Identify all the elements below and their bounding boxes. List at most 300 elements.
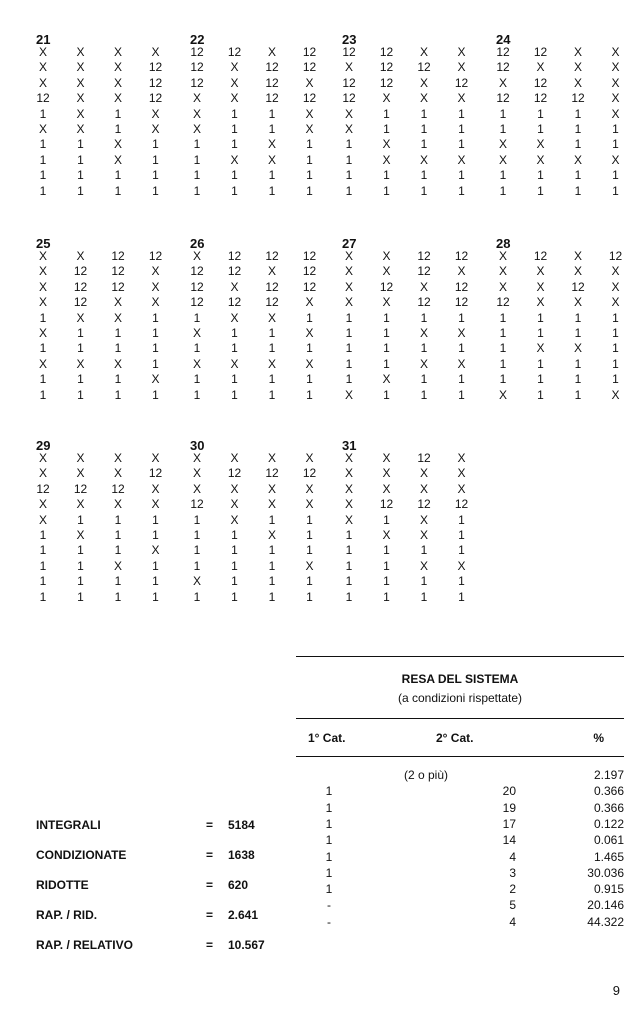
grid-cell: X xyxy=(498,264,507,279)
grid-cell: 1 xyxy=(612,326,619,340)
grid-cell: 12 xyxy=(533,91,548,106)
grid-cell: 12 xyxy=(302,45,317,59)
grid-cell: 12 xyxy=(148,91,163,106)
table-rule xyxy=(296,756,624,757)
grid-cell: 1 xyxy=(39,543,47,558)
grid-cell: 1 xyxy=(537,122,544,136)
grid-cell: 12 xyxy=(302,91,317,106)
grid-cell: X xyxy=(151,279,160,294)
percent-cell: 0.915 xyxy=(593,882,624,897)
grid-cell: 1 xyxy=(306,543,313,558)
grid-cell: 1 xyxy=(39,528,47,542)
grid-cell: 1 xyxy=(306,574,313,589)
grid-cell: 12 xyxy=(36,481,50,496)
cat2-cell: 5 xyxy=(509,898,516,913)
grid-cell: X xyxy=(573,249,582,263)
grid-cell: 12 xyxy=(454,497,469,512)
grid-cell: X xyxy=(611,106,620,121)
grid-cell: 1 xyxy=(612,341,619,356)
grid-cell: 1 xyxy=(306,387,313,402)
grid-cell: 12 xyxy=(302,60,317,75)
resa-row xyxy=(296,915,624,931)
grid-cell: 12 xyxy=(417,451,431,465)
grid-cell: 1 xyxy=(345,183,353,198)
grid-cell: X xyxy=(192,122,201,136)
resa-title: RESA DEL SISTEMA xyxy=(401,672,519,686)
grid-cell: 12 xyxy=(265,75,279,90)
header-percent: % xyxy=(593,731,604,745)
grid-cell: X xyxy=(38,122,47,136)
grid-cell: 1 xyxy=(193,152,201,167)
grid-cell: X xyxy=(38,264,47,279)
grid-cell: 1 xyxy=(345,574,353,589)
grid-cell: 1 xyxy=(114,512,122,527)
grid-cell: 1 xyxy=(345,543,353,558)
grid-cell: 1 xyxy=(537,106,544,121)
resa-row xyxy=(296,833,624,849)
grid-cell: 1 xyxy=(39,574,47,589)
grid-cell: 1 xyxy=(420,387,428,402)
grid-cell: 1 xyxy=(458,528,465,542)
grid-cell: 1 xyxy=(383,106,390,121)
grid-cell: 1 xyxy=(114,589,122,604)
resa-row xyxy=(296,801,624,817)
cat1-cell: 1 xyxy=(325,865,333,880)
grid-cell: 12 xyxy=(73,481,88,496)
grid-cell: X xyxy=(38,466,47,481)
grid-cell: 1 xyxy=(77,543,84,558)
grid-cell: X xyxy=(151,481,160,496)
grid-cell: 1 xyxy=(420,122,428,136)
grid-cell: X xyxy=(498,75,507,90)
grid-cell: 1 xyxy=(39,558,47,573)
grid-cell: X xyxy=(113,137,122,152)
grid-cell: X xyxy=(305,106,314,121)
grid-cell: 1 xyxy=(231,372,238,387)
grid-cell: 12 xyxy=(111,481,125,496)
grid-cell: X xyxy=(536,279,545,294)
grid-cell: 12 xyxy=(496,60,510,75)
grid-cell: X xyxy=(344,295,353,310)
grid-cell: 1 xyxy=(152,137,159,152)
grid-cell: X xyxy=(611,91,620,106)
grid-cell: X xyxy=(76,45,85,59)
grid-cell: 12 xyxy=(265,60,279,75)
grid-cell: 1 xyxy=(77,326,84,340)
grid-cell: 12 xyxy=(417,295,431,310)
resa-row xyxy=(296,817,624,833)
stat-label: RIDOTTE xyxy=(36,878,89,892)
grid-cell: 1 xyxy=(458,310,465,325)
grid-cell: 12 xyxy=(190,45,204,59)
grid-cell: 12 xyxy=(454,279,469,294)
grid-cell: X xyxy=(151,543,160,558)
grid-cell: X xyxy=(419,356,428,371)
grid-cell: X xyxy=(192,249,201,263)
grid-cell: X xyxy=(382,91,391,106)
grid-cell: X xyxy=(38,45,47,59)
grid-cell: X xyxy=(38,326,47,340)
grid-cell: 1 xyxy=(268,387,276,402)
grid-cell: 1 xyxy=(537,310,544,325)
grid-cell: X xyxy=(536,152,545,167)
cat1-cell: - xyxy=(327,914,331,929)
grid-cell: 1 xyxy=(420,106,428,121)
grid-cell: 1 xyxy=(612,372,619,387)
grid-cell: X xyxy=(113,60,122,75)
grid-cell: 1 xyxy=(345,528,353,542)
grid-cell: X xyxy=(113,295,122,310)
grid-cell: X xyxy=(344,451,353,465)
grid-cell: 12 xyxy=(111,279,125,294)
grid-cell: X xyxy=(230,279,239,294)
grid-cell: 1 xyxy=(383,589,390,604)
grid-cell: 1 xyxy=(306,152,313,167)
grid-cell: 1 xyxy=(345,168,353,183)
grid-cell: 12 xyxy=(111,264,125,279)
grid-cell: X xyxy=(344,249,353,263)
grid-cell: 12 xyxy=(454,75,469,90)
grid-cell: 12 xyxy=(342,75,356,90)
grid-cell: 12 xyxy=(571,279,585,294)
grid-cell: 1 xyxy=(458,387,465,402)
grid-cell: 1 xyxy=(268,341,276,356)
grid-cell: 1 xyxy=(114,528,122,542)
grid-cell: 1 xyxy=(458,341,465,356)
grid-cell: X xyxy=(419,512,428,527)
grid-cell: X xyxy=(457,481,466,496)
grid-cell: 12 xyxy=(190,75,204,90)
grid-cell: 1 xyxy=(231,341,238,356)
grid-cell: 1 xyxy=(77,168,84,183)
grid-cell: X xyxy=(457,451,466,465)
grid-cell: X xyxy=(230,60,239,75)
grid-cell: X xyxy=(611,264,620,279)
cat1-cell: 1 xyxy=(325,784,333,799)
grid-cell: 1 xyxy=(152,356,159,371)
grid-cell: X xyxy=(457,264,466,279)
grid-cell: 1 xyxy=(420,574,428,589)
grid-cell: 1 xyxy=(383,512,390,527)
grid-cell: X xyxy=(457,466,466,481)
resa-row xyxy=(296,866,624,882)
grid-cell: X xyxy=(382,264,391,279)
column-number: 22 xyxy=(190,32,205,47)
grid-cell: X xyxy=(419,279,428,294)
grid-cell: X xyxy=(305,558,314,573)
percent-cell: 0.366 xyxy=(593,784,624,799)
grid-cell: 1 xyxy=(268,558,276,573)
grid-cell: 1 xyxy=(383,387,390,402)
grid-cell: X xyxy=(267,451,276,465)
grid-cell: 1 xyxy=(306,589,313,604)
grid-cell: 12 xyxy=(73,279,88,294)
grid-cell: 12 xyxy=(265,249,279,263)
grid-cell: X xyxy=(305,356,314,371)
grid-cell: 1 xyxy=(193,558,201,573)
grid-cell: 1 xyxy=(499,183,507,198)
grid-cell: X xyxy=(382,137,391,152)
stat-value: 1638 xyxy=(228,848,255,862)
grid-cell: 1 xyxy=(114,387,122,402)
grid-cell: 1 xyxy=(152,528,159,542)
grid-cell: 1 xyxy=(77,387,84,402)
grid-cell: 1 xyxy=(537,183,544,198)
grid-cell: 1 xyxy=(77,589,84,604)
grid-cell: 1 xyxy=(499,372,507,387)
grid-cell: 1 xyxy=(574,106,582,121)
grid-cell: X xyxy=(344,264,353,279)
grid-cell: X xyxy=(419,91,428,106)
percent-cell: 20.146 xyxy=(587,898,624,913)
grid-cell: 1 xyxy=(306,168,313,183)
grid-cell: X xyxy=(76,122,85,136)
grid-cell: X xyxy=(230,310,239,325)
grid-cell: X xyxy=(38,60,47,75)
grid-cell: X xyxy=(536,264,545,279)
grid-cell: 1 xyxy=(39,152,47,167)
grid-cell: 1 xyxy=(193,341,201,356)
page-number: 9 xyxy=(612,983,620,998)
grid-cell: X xyxy=(192,106,201,121)
grid-cell: 1 xyxy=(383,183,390,198)
grid-cell: X xyxy=(230,91,239,106)
resa-row xyxy=(296,882,624,898)
grid-cell: 1 xyxy=(39,310,47,325)
grid-cell: 1 xyxy=(383,326,390,340)
grid-cell: 1 xyxy=(231,574,238,589)
grid-cell: 12 xyxy=(148,75,163,90)
grid-cell: X xyxy=(192,574,201,589)
stat-label: RAP. / RID. xyxy=(36,908,98,922)
cat2-cell: (2 o più) xyxy=(403,768,449,782)
grid-cell: X xyxy=(344,279,353,294)
grid-cell: X xyxy=(382,451,391,465)
column-number: 31 xyxy=(342,438,357,453)
grid-cell: 12 xyxy=(533,249,548,263)
grid-cell: 1 xyxy=(193,528,201,542)
grid-cell: 1 xyxy=(537,372,544,387)
grid-cell: 12 xyxy=(148,466,163,481)
grid-cell: X xyxy=(457,326,466,340)
grid-cell: 12 xyxy=(148,60,163,75)
grid-cell: 12 xyxy=(227,295,242,310)
grid-cell: X xyxy=(230,481,239,496)
grid-cell: X xyxy=(76,106,85,121)
grid-cell: X xyxy=(611,45,620,59)
grid-cell: 1 xyxy=(114,168,122,183)
grid-cell: 1 xyxy=(77,137,84,152)
grid-cell: 1 xyxy=(306,310,313,325)
grid-cell: 1 xyxy=(345,326,353,340)
grid-cell: X xyxy=(76,249,85,263)
grid-cell: X xyxy=(573,341,582,356)
grid-cell: X xyxy=(419,326,428,340)
grid-cell: 12 xyxy=(533,45,548,59)
grid-cell: 1 xyxy=(193,168,201,183)
cat1-cell: 1 xyxy=(325,833,333,848)
grid-cell: 1 xyxy=(383,341,390,356)
grid-cell: 12 xyxy=(265,466,279,481)
cat2-cell: 19 xyxy=(502,800,516,815)
grid-cell: X xyxy=(457,60,466,75)
grid-cell: 1 xyxy=(383,310,390,325)
table-rule xyxy=(296,656,624,657)
grid-cell: X xyxy=(419,75,428,90)
grid-cell: X xyxy=(230,497,239,512)
grid-cell: X xyxy=(305,326,314,340)
grid-cell: X xyxy=(267,137,276,152)
grid-cell: X xyxy=(305,75,314,90)
grid-cell: X xyxy=(113,91,122,106)
grid-cell: X xyxy=(113,497,122,512)
grid-cell: X xyxy=(76,310,85,325)
grid-cell: X xyxy=(76,60,85,75)
grid-cell: 12 xyxy=(302,466,317,481)
stat-equals: = xyxy=(206,938,214,952)
grid-cell: 1 xyxy=(383,543,390,558)
grid-cell: 12 xyxy=(302,264,317,279)
grid-cell: 1 xyxy=(612,310,619,325)
grid-cell: X xyxy=(113,451,122,465)
grid-cell: 1 xyxy=(77,341,84,356)
grid-cell: 12 xyxy=(571,91,585,106)
grid-cell: 12 xyxy=(342,91,356,106)
grid-cell: 1 xyxy=(114,122,122,136)
resa-row xyxy=(296,768,624,784)
grid-cell: 12 xyxy=(190,279,204,294)
column-number: 23 xyxy=(342,32,357,47)
grid-cell: 1 xyxy=(574,372,582,387)
grid-cell: 1 xyxy=(499,310,507,325)
grid-cell: 1 xyxy=(193,589,201,604)
grid-cell: X xyxy=(344,481,353,496)
grid-cell: X xyxy=(573,264,582,279)
grid-cell: 1 xyxy=(345,356,353,371)
grid-cell: X xyxy=(192,91,201,106)
cat2-cell: 3 xyxy=(509,865,516,880)
grid-cell: 1 xyxy=(499,341,507,356)
cat2-cell: 4 xyxy=(509,849,516,864)
grid-cell: 1 xyxy=(306,183,313,198)
grid-cell: X xyxy=(305,451,314,465)
grid-cell: X xyxy=(344,60,353,75)
grid-cell: 1 xyxy=(306,372,313,387)
stat-value: 5184 xyxy=(228,818,255,832)
grid-cell: X xyxy=(305,122,314,136)
column-number: 21 xyxy=(36,32,51,47)
grid-cell: X xyxy=(76,75,85,90)
grid-cell: X xyxy=(573,60,582,75)
grid-cell: X xyxy=(151,372,160,387)
grid-cell: 12 xyxy=(454,249,469,263)
grid-cell: X xyxy=(611,279,620,294)
grid-cell: 1 xyxy=(193,543,201,558)
grid-cell: 1 xyxy=(306,341,313,356)
grid-cell: 12 xyxy=(417,264,431,279)
grid-cell: X xyxy=(151,122,160,136)
stat-label: RAP. / RELATIVO xyxy=(36,938,133,952)
grid-cell: 1 xyxy=(231,558,238,573)
percent-cell: 44.322 xyxy=(587,914,624,929)
grid-cell: 1 xyxy=(345,137,353,152)
cat2-cell: 17 xyxy=(502,816,516,831)
grid-cell: 1 xyxy=(420,168,428,183)
grid-cell: 1 xyxy=(420,310,428,325)
grid-cell: X xyxy=(267,497,276,512)
grid-cell: 1 xyxy=(537,168,544,183)
grid-cell: 1 xyxy=(420,137,428,152)
grid-cell: 1 xyxy=(420,341,428,356)
grid-cell: X xyxy=(230,152,239,167)
stat-value: 2.641 xyxy=(228,908,259,922)
column-number: 30 xyxy=(190,438,205,453)
grid-cell: 1 xyxy=(383,122,390,136)
grid-cell: X xyxy=(419,558,428,573)
grid-cell: 1 xyxy=(383,356,390,371)
grid-cell: 1 xyxy=(231,168,238,183)
grid-cell: X xyxy=(113,75,122,90)
grid-cell: X xyxy=(192,466,201,481)
grid-cell: X xyxy=(113,356,122,371)
grid-cell: 1 xyxy=(574,387,582,402)
column-number: 24 xyxy=(496,32,511,47)
grid-cell: X xyxy=(382,295,391,310)
grid-cell: 1 xyxy=(268,168,276,183)
grid-cell: 1 xyxy=(114,326,122,340)
header-cat1: 1° Cat. xyxy=(308,731,346,745)
grid-cell: 1 xyxy=(152,326,159,340)
grid-cell: 1 xyxy=(77,152,84,167)
grid-cell: 1 xyxy=(152,589,159,604)
grid-cell: 1 xyxy=(345,589,353,604)
percent-cell: 0.061 xyxy=(593,833,624,848)
grid-cell: X xyxy=(38,279,47,294)
grid-cell: 1 xyxy=(499,122,507,136)
stat-label: CONDIZIONATE xyxy=(36,848,127,862)
grid-cell: 12 xyxy=(342,45,356,59)
grid-cell: X xyxy=(76,497,85,512)
grid-cell: 1 xyxy=(458,168,465,183)
grid-cell: 12 xyxy=(379,279,394,294)
grid-cell: 12 xyxy=(417,60,431,75)
grid-cell: 1 xyxy=(152,574,159,589)
grid-cell: 1 xyxy=(268,543,276,558)
grid-cell: X xyxy=(344,387,353,402)
grid-cell: 1 xyxy=(499,326,507,340)
grid-cell: X xyxy=(305,481,314,496)
grid-cell: 1 xyxy=(193,372,201,387)
grid-cell: X xyxy=(344,512,353,527)
grid-cell: X xyxy=(382,372,391,387)
grid-cell: X xyxy=(76,466,85,481)
grid-cell: 1 xyxy=(574,356,582,371)
grid-cell: X xyxy=(498,152,507,167)
grid-cell: X xyxy=(76,91,85,106)
stat-equals: = xyxy=(206,878,214,892)
grid-cell: X xyxy=(113,466,122,481)
grid-cell: X xyxy=(38,249,47,263)
grid-cell: 1 xyxy=(114,574,122,589)
grid-cell: 1 xyxy=(77,512,84,527)
grid-cell: 1 xyxy=(612,122,619,136)
grid-cell: X xyxy=(536,137,545,152)
grid-cell: 1 xyxy=(193,387,201,402)
cat1-cell: 1 xyxy=(325,816,333,831)
grid-cell: X xyxy=(192,451,201,465)
column-number: 26 xyxy=(190,236,205,251)
grid-cell: 1 xyxy=(268,574,276,589)
